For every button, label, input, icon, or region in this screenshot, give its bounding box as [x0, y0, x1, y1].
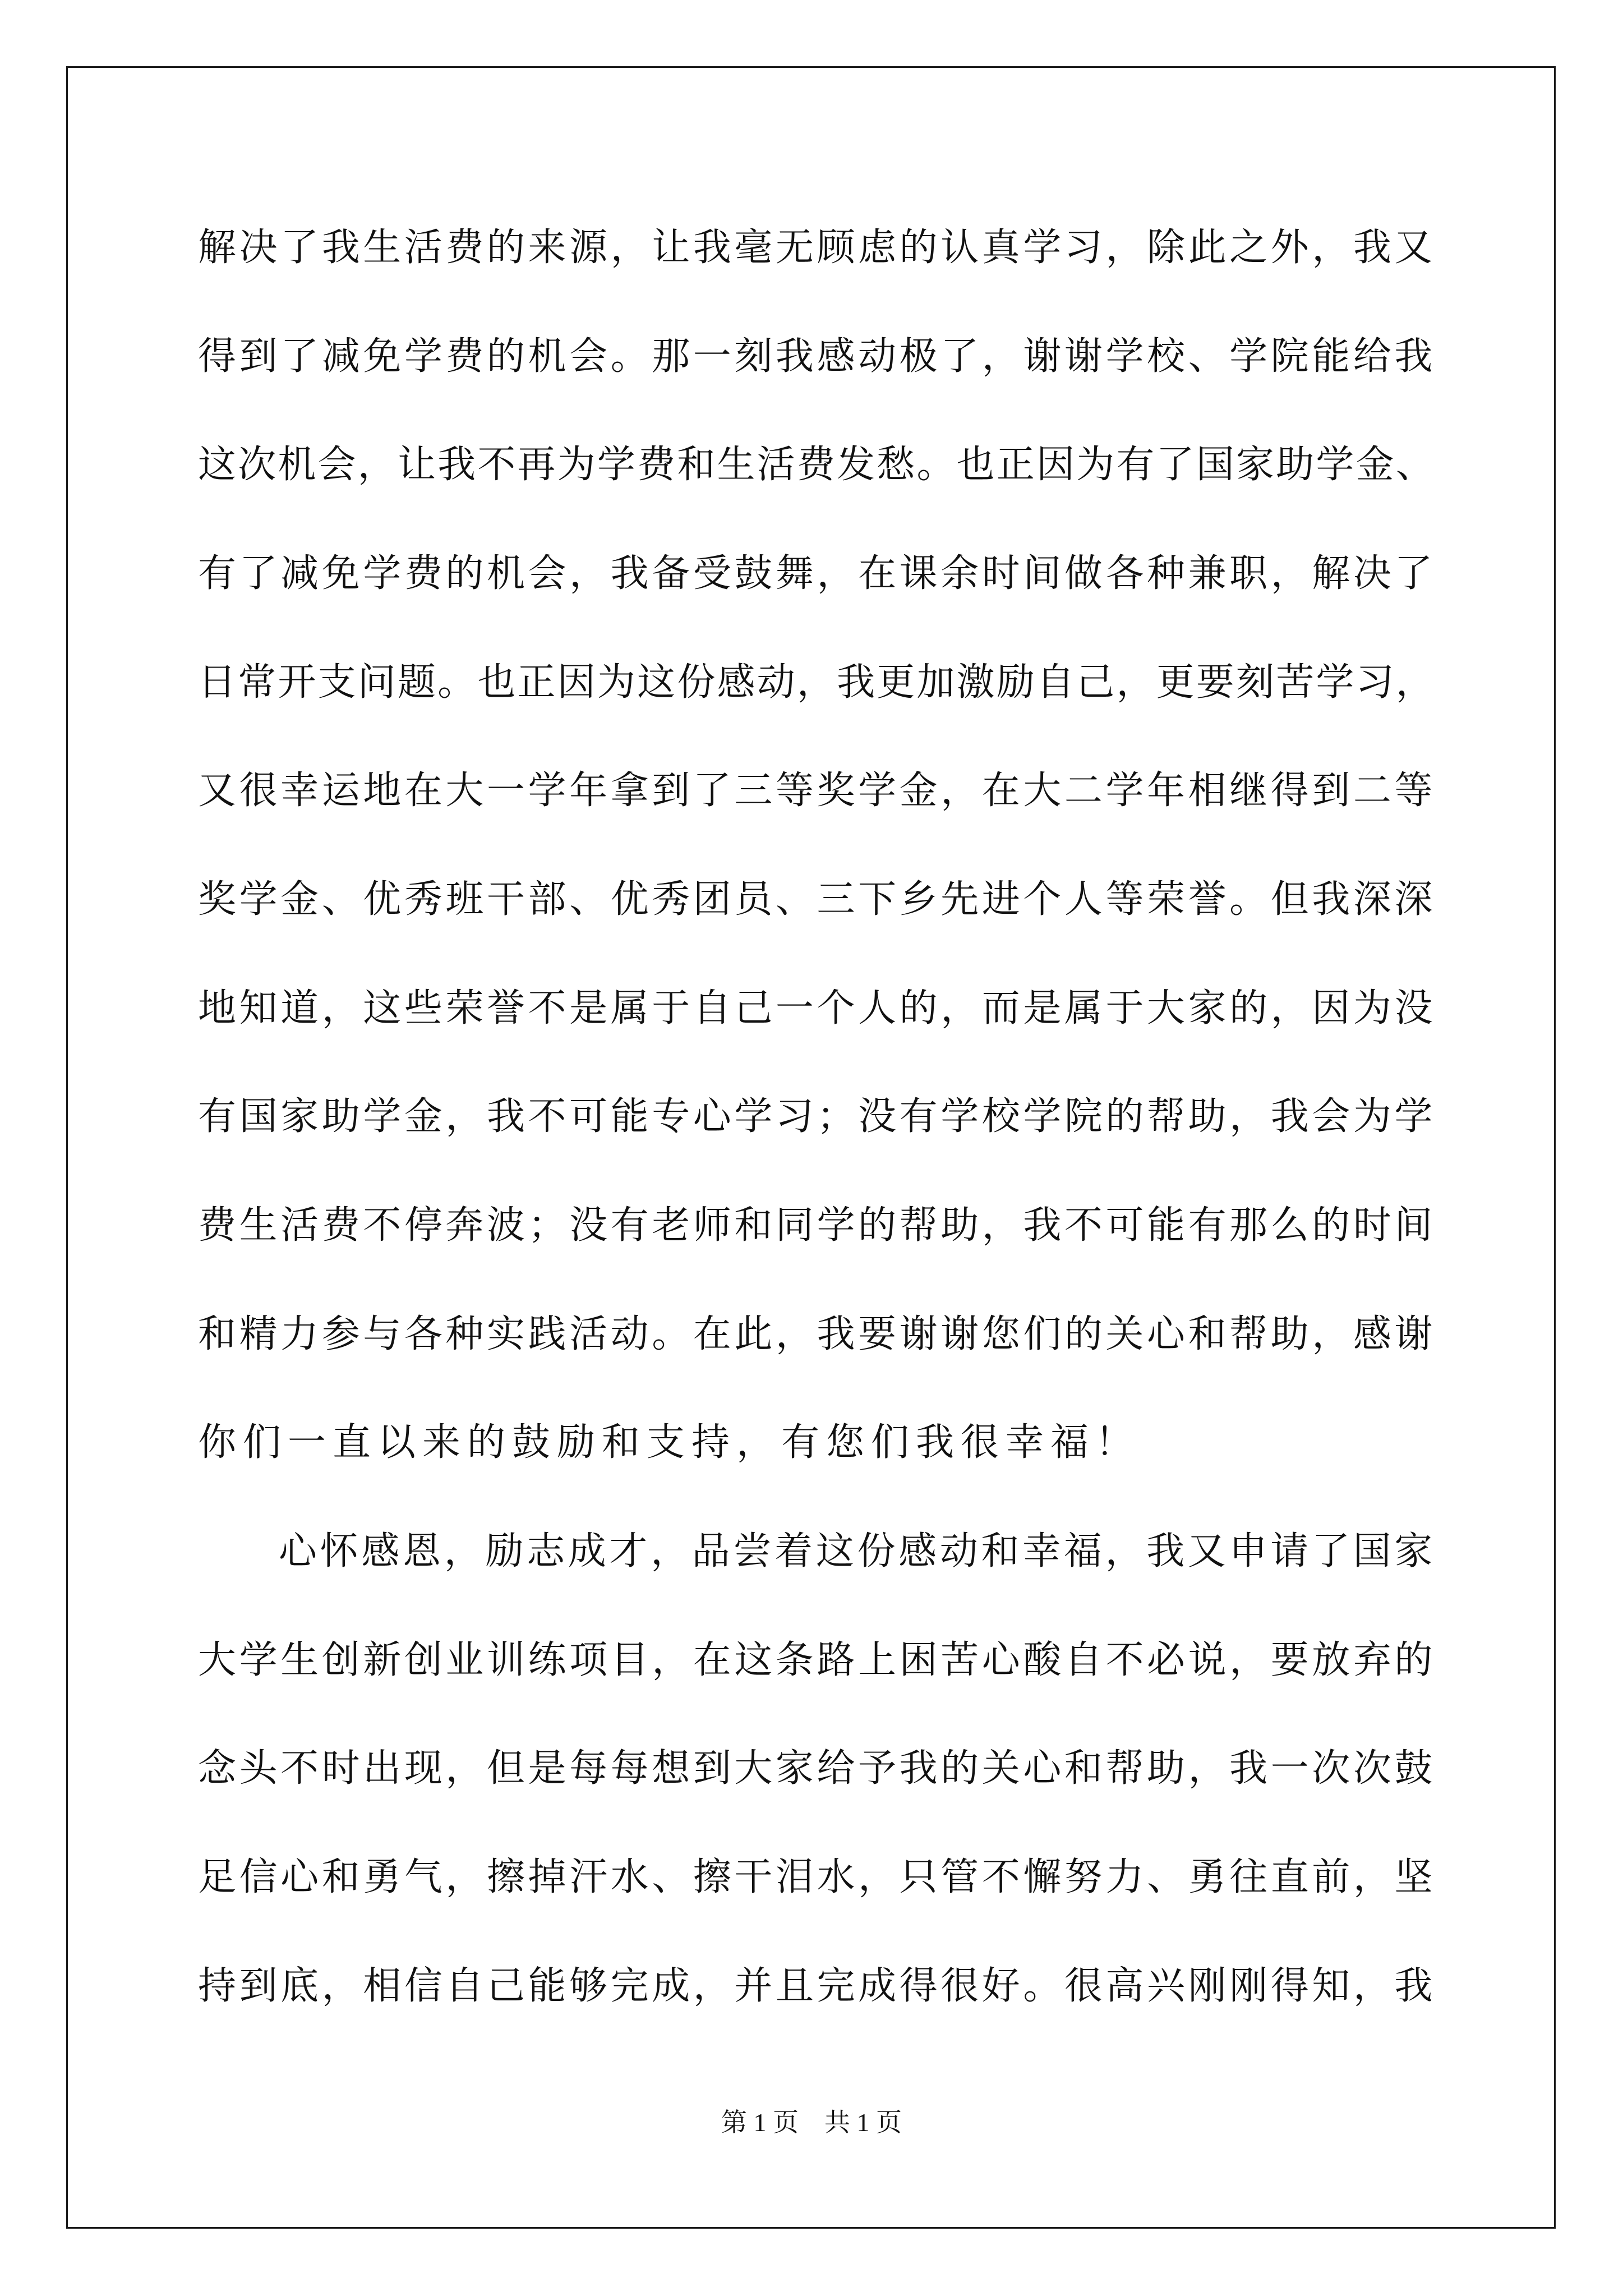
text-line: 心怀感恩，励志成才，品尝着这份感动和幸福，我又申请了国家 [279, 1529, 1436, 1573]
text-line: 日常开支问题。也正因为这份感动，我更加激励自己，更要刻苦学习， [198, 660, 1436, 705]
text-line: 持到底，相信自己能够完成，并且完成得很好。很高兴刚刚得知，我 [198, 1964, 1436, 2008]
text-line: 和精力参与各种实践活动。在此，我要谢谢您们的关心和帮助，感谢 [198, 1312, 1436, 1356]
text-line: 有了减免学费的机会，我备受鼓舞，在课余时间做各种兼职，解决了 [198, 551, 1436, 596]
text-line: 大学生创新创业训练项目，在这条路上困苦心酸自不必说，要放弃的 [198, 1638, 1436, 1682]
text-line: 费生活费不停奔波；没有老师和同学的帮助，我不可能有那么的时间 [198, 1203, 1436, 1248]
text-line: 这次机会，让我不再为学费和生活费发愁。也正因为有了国家助学金、 [198, 443, 1436, 487]
page-border [66, 66, 1556, 2229]
text-line: 得到了减免学费的机会。那一刻我感动极了，谢谢学校、学院能给我 [198, 334, 1436, 379]
text-line: 解决了我生活费的来源，让我毫无顾虑的认真学习，除此之外，我又 [198, 226, 1436, 270]
text-line: 奖学金、优秀班干部、优秀团员、三下乡先进个人等荣誉。但我深深 [198, 877, 1436, 922]
text-line: 又很幸运地在大一学年拿到了三等奖学金，在大二学年相继得到二等 [198, 769, 1436, 813]
text-line: 有国家助学金，我不可能专心学习；没有学校学院的帮助，我会为学 [198, 1094, 1436, 1139]
text-line: 念头不时出现，但是每每想到大家给予我的关心和帮助，我一次次鼓 [198, 1746, 1436, 1791]
text-line: 足信心和勇气，擦掉汗水、擦干泪水，只管不懈努力、勇往直前，坚 [198, 1855, 1436, 1899]
page-number-footer: 第 1 页 共 1 页 [721, 2108, 902, 2137]
text-line: 地知道，这些荣誉不是属于自己一个人的，而是属于大家的，因为没 [198, 986, 1436, 1030]
text-line: 你们一直以来的鼓励和支持，有您们我很幸福！ [198, 1420, 1141, 1465]
